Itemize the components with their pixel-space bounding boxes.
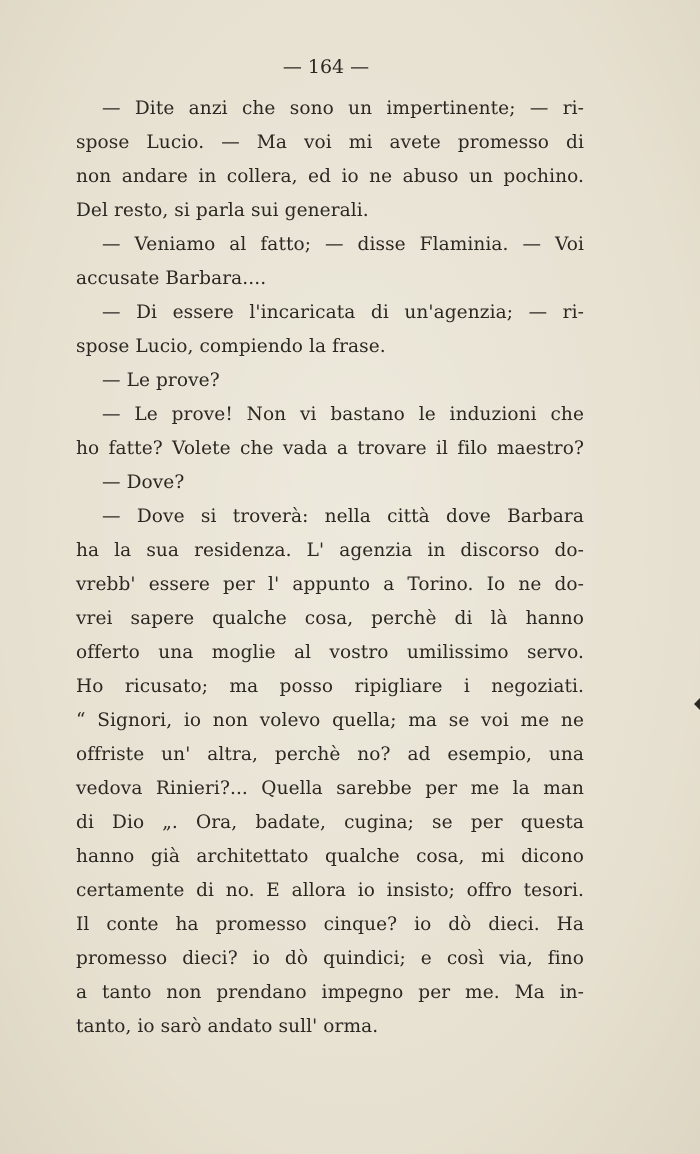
- text-line: Ho ricusato; ma posso ripigliare i negoziati.: [76, 676, 584, 697]
- text-line: accusate Barbara....: [76, 268, 267, 289]
- text-line: a tanto non prendano impegno per me. Ma in-: [76, 982, 584, 1003]
- text-line: — Dove si troverà: nella città dove Barbara: [102, 506, 584, 527]
- body-text: [76, 92, 584, 1044]
- text-line: — Veniamo al fatto; — disse Flaminia. — Voi: [102, 234, 584, 255]
- text-line: ha la sua residenza. L' agenzia in discorso do-: [76, 540, 584, 561]
- text-line: spose Lucio. — Ma voi mi avete promesso di: [76, 132, 584, 153]
- text-line: — Dite anzi che sono un impertinente; — ri-: [102, 98, 584, 119]
- text-line: vrebb' essere per l' appunto a Torino. Io ne do-: [76, 574, 584, 595]
- text-line: offerto una moglie al vostro umilissimo servo.: [76, 642, 584, 663]
- text-line: vedova Rinieri?... Quella sarebbe per me la man: [76, 778, 584, 799]
- text-line: ho fatte? Volete che vada a trovare il filo maestro?: [76, 438, 584, 459]
- text-line: vrei sapere qualche cosa, perchè di là hanno: [76, 608, 584, 629]
- text-line: spose Lucio, compiendo la frase.: [76, 336, 386, 357]
- text-line: — Dove?: [102, 472, 185, 493]
- text-line: offriste un' altra, perchè no? ad esempio, una: [76, 744, 584, 765]
- page-number: — 164 —: [282, 56, 370, 78]
- text-line: — Le prove?: [102, 370, 220, 391]
- page-edge-marker: [694, 698, 700, 710]
- text-line: — Le prove! Non vi bastano le induzioni che: [102, 404, 584, 425]
- text-line: Il conte ha promesso cinque? io dò dieci. Ha: [76, 914, 584, 935]
- text-line: “ Signori, io non volevo quella; ma se voi me ne: [76, 710, 584, 731]
- text-line: — Di essere l'incaricata di un'agenzia; — ri-: [102, 302, 584, 323]
- text-line: tanto, io sarò andato sull' orma.: [76, 1016, 379, 1037]
- text-line: certamente di no. E allora io insisto; offro tesori.: [76, 880, 584, 901]
- text-line: di Dio „. Ora, badate, cugina; se per questa: [76, 812, 584, 833]
- text-line: hanno già architettato qualche cosa, mi dicono: [76, 846, 584, 867]
- text-line: Del resto, si parla sui generali.: [76, 200, 369, 221]
- text-line: non andare in collera, ed io ne abuso un pochino.: [76, 166, 584, 187]
- text-line: promesso dieci? io dò quindici; e così via, fino: [76, 948, 584, 969]
